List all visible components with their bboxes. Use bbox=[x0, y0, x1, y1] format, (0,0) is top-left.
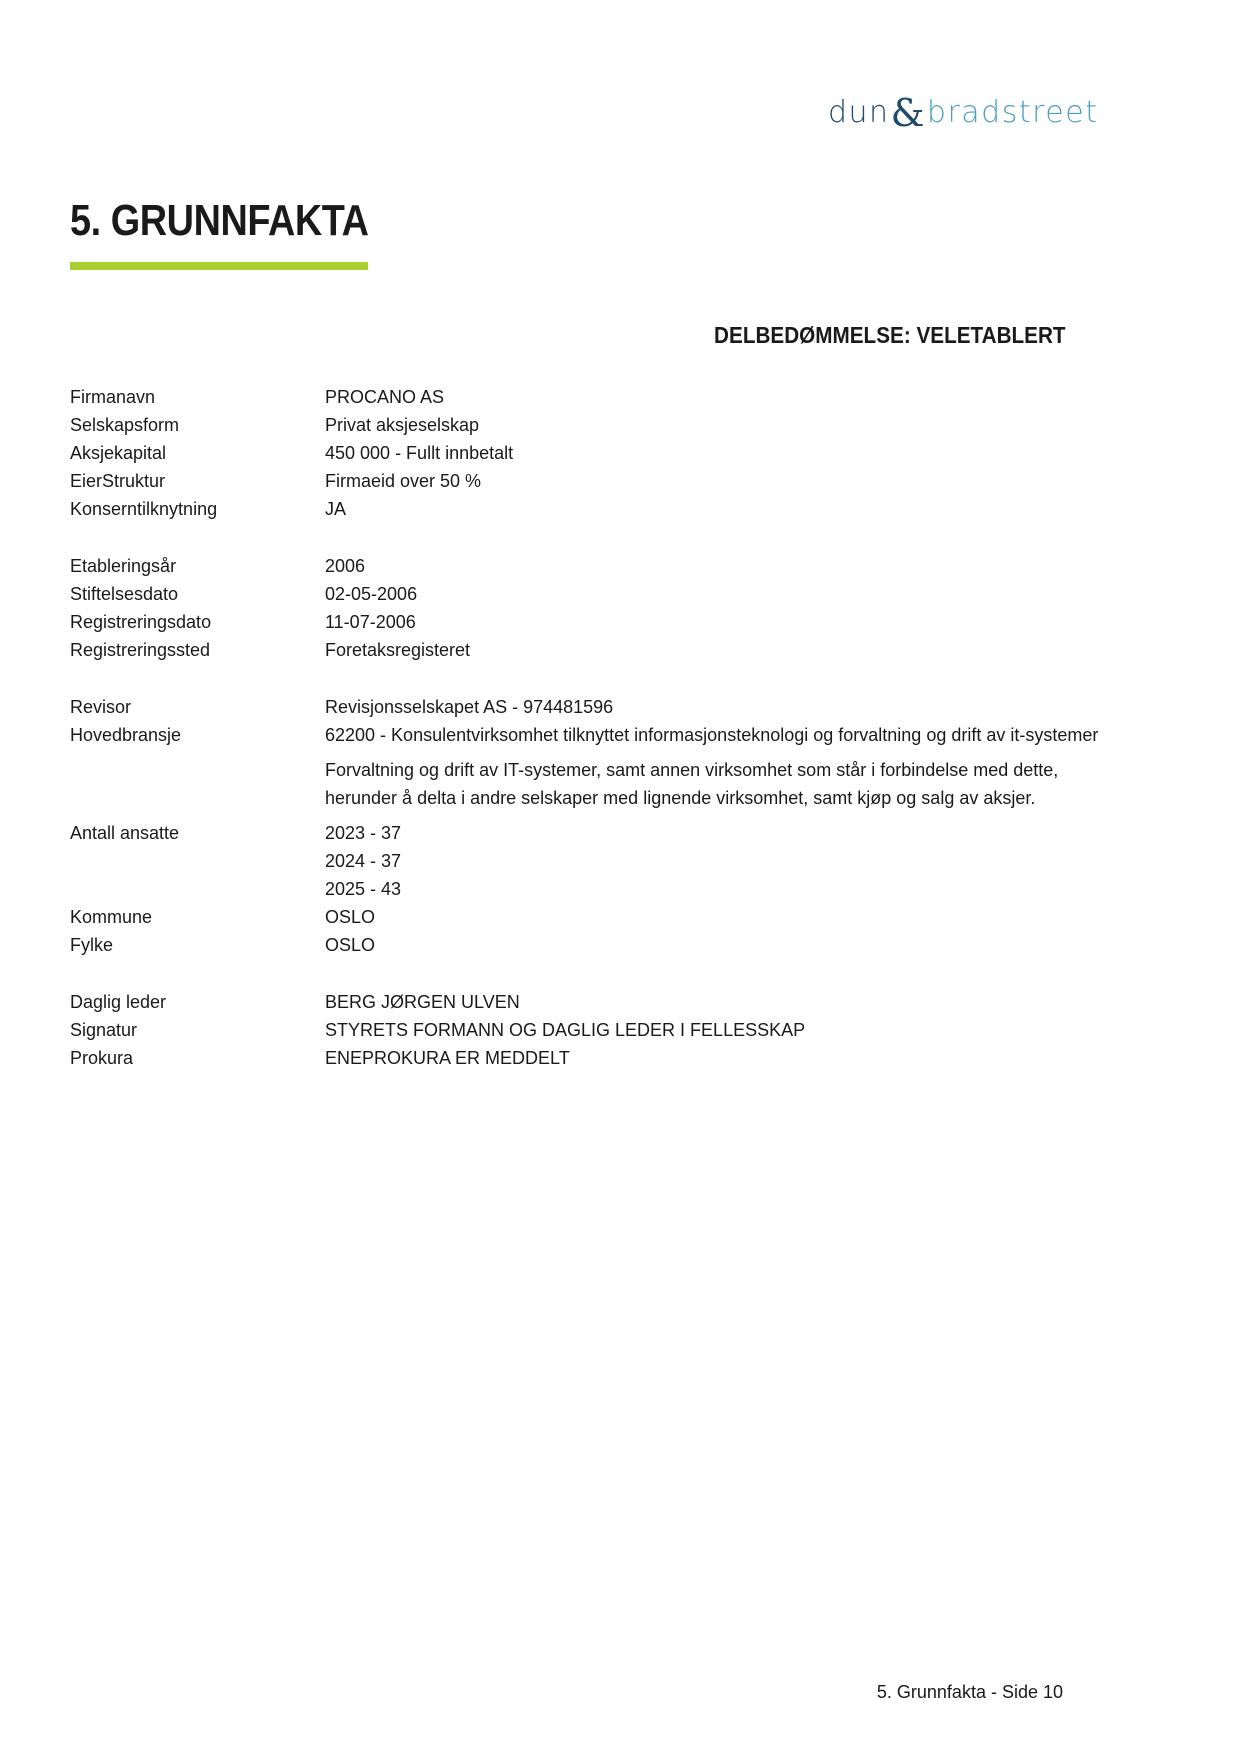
label-antall-ansatte: Antall ansatte bbox=[70, 823, 180, 843]
label-firmanavn: Firmanavn bbox=[70, 387, 156, 407]
bransje-code: 62200 - Konsulentvirksomhet tilknyttet informasjonsteknologi og forvaltning og drift av it-systemer bbox=[325, 725, 1099, 745]
value-revisor: Revisjonsselskapet AS - 974481596 bbox=[325, 697, 614, 717]
row-firmanavn bbox=[70, 383, 1150, 411]
ansatte-entry: 2025 - 43 bbox=[325, 879, 402, 899]
label-registreringsdato: Registreringsdato bbox=[70, 612, 212, 632]
label-etableringsar: Etableringsår bbox=[70, 556, 177, 576]
label-registreringssted: Registreringssted bbox=[70, 640, 211, 660]
section-gap bbox=[70, 664, 1150, 693]
logo-text-bradstreet: bradstreet bbox=[926, 95, 1099, 130]
value-aksjekapital: 450 000 - Fullt innbetalt bbox=[325, 443, 514, 463]
title-underline bbox=[70, 262, 368, 270]
label-signatur: Signatur bbox=[70, 1020, 138, 1040]
value-kommune: OSLO bbox=[325, 907, 376, 927]
ansatte-entry: 2023 - 37 bbox=[325, 823, 402, 843]
label-hovedbransje: Hovedbransje bbox=[70, 725, 182, 745]
business-description: Forvaltning og drift av IT-systemer, samt annen virksomhet som står i forbindelse med dette, herunder å delta i andre selskaper med lignende virksomhet, samt kjøp og salg av aksjer. bbox=[325, 760, 1059, 808]
row-signatur bbox=[70, 1016, 1150, 1044]
row-kommune bbox=[70, 903, 1150, 931]
value-prokura: ENEPROKURA ER MEDDELT bbox=[325, 1048, 570, 1068]
label-fylke: Fylke bbox=[70, 935, 114, 955]
label-eierstruktur: EierStruktur bbox=[70, 471, 166, 491]
row-registreringssted bbox=[70, 636, 1150, 664]
label-revisor: Revisor bbox=[70, 697, 132, 717]
section-gap bbox=[70, 959, 1150, 988]
facts-table bbox=[70, 383, 1150, 1072]
row-stiftelsesdato bbox=[70, 580, 1150, 608]
value-stiftelsesdato: 02-05-2006 bbox=[325, 584, 418, 604]
logo-text-dun: dun bbox=[828, 95, 890, 130]
row-aksjekapital bbox=[70, 439, 1150, 467]
value-daglig-leder: BERG JØRGEN ULVEN bbox=[325, 992, 520, 1012]
page-title: 5. GRUNNFAKTA bbox=[70, 196, 369, 245]
row-registreringsdato bbox=[70, 608, 1150, 636]
value-konserntilknytning: JA bbox=[325, 499, 347, 519]
label-daglig-leder: Daglig leder bbox=[70, 992, 167, 1012]
value-selskapsform: Privat aksjeselskap bbox=[325, 415, 480, 435]
label-kommune: Kommune bbox=[70, 907, 153, 927]
page-footer: 5. Grunnfakta - Side 10 bbox=[876, 1682, 1063, 1702]
row-prokura bbox=[70, 1044, 1150, 1072]
dun-bradstreet-logo bbox=[828, 78, 1099, 135]
value-etableringsar: 2006 bbox=[325, 556, 366, 576]
label-konserntilknytning: Konserntilknytning bbox=[70, 499, 218, 519]
row-hovedbransje bbox=[70, 721, 1150, 819]
value-eierstruktur: Firmaeid over 50 % bbox=[325, 471, 482, 491]
label-selskapsform: Selskapsform bbox=[70, 415, 180, 435]
label-stiftelsesdato: Stiftelsesdato bbox=[70, 584, 179, 604]
row-eierstruktur bbox=[70, 467, 1150, 495]
row-fylke bbox=[70, 931, 1150, 959]
row-revisor bbox=[70, 693, 1150, 721]
value-signatur: STYRETS FORMANN OG DAGLIG LEDER I FELLESSKAP bbox=[325, 1020, 806, 1040]
section-gap bbox=[70, 523, 1150, 552]
value-registreringssted: Foretaksregisteret bbox=[325, 640, 471, 660]
value-antall-ansatte bbox=[325, 819, 1150, 903]
logo-ampersand: & bbox=[890, 91, 926, 135]
row-antall-ansatte bbox=[70, 819, 1150, 903]
value-registreringsdato: 11-07-2006 bbox=[325, 612, 416, 632]
row-selskapsform bbox=[70, 411, 1150, 439]
row-konserntilknytning bbox=[70, 495, 1150, 523]
value-fylke: OSLO bbox=[325, 935, 376, 955]
value-firmanavn: PROCANO AS bbox=[325, 387, 445, 407]
row-etableringsar bbox=[70, 552, 1150, 580]
value-hovedbransje bbox=[325, 721, 1150, 819]
ansatte-entry: 2024 - 37 bbox=[325, 851, 402, 871]
label-aksjekapital: Aksjekapital bbox=[70, 443, 167, 463]
row-daglig-leder bbox=[70, 988, 1150, 1016]
rating-heading: DELBEDØMMELSE: VELETABLERT bbox=[714, 322, 1066, 348]
label-prokura: Prokura bbox=[70, 1048, 134, 1068]
